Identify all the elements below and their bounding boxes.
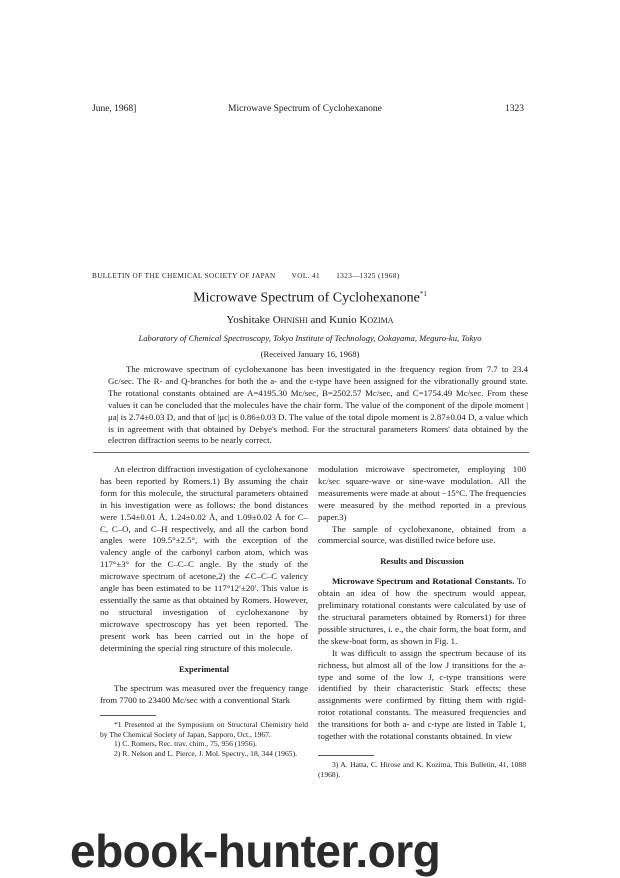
assignment-paragraph: It was difficult to assign the spectrum because of its richness, but almost all of the low J transitions for the a-type and some of the low J, c-type transitions were identified by their characteristic Stark effects; these assignments were confirmed by fitting them with rigid-rotor rotational constants. The measured frequencies and the transitions for both a- and c-type are listed in Table 1, together with the rotational constants obtained. In view — [318, 647, 526, 742]
subsection-heading: Microwave Spectrum and Rotational Constants. — [332, 576, 515, 587]
left-column — [100, 464, 308, 759]
journal-name: BULLETIN OF THE CHEMICAL SOCIETY OF JAPAN — [92, 272, 276, 280]
footnote: *1 Presented at the Symposium on Structural Chemistry held by The Chemical Society of Japan, Sapporo, Oct., 1967. — [100, 720, 308, 739]
journal-header — [92, 272, 532, 280]
sample-paragraph: The sample of cyclohexanone, obtained from a commercial source, was distilled twice before use. — [318, 523, 526, 546]
article-title — [0, 290, 620, 307]
experimental-paragraph: The spectrum was measured over the frequency range from 7700 to 23400 Mc/sec with a conventional Stark — [100, 683, 308, 706]
affiliation: Laboratory of Chemical Spectroscopy, Tokyo Institute of Technology, Ookayama, Meguro-ku, Tokyo — [138, 333, 482, 343]
page-number: 1323 — [505, 104, 524, 114]
footnote: 3) A. Hatta, C. Hirose and K. Kozima, This Bulletin, 41, 1088 (1968). — [318, 759, 526, 779]
authors — [0, 314, 620, 326]
subsection-paragraph — [318, 576, 526, 647]
author2-given: Kunio — [329, 314, 360, 326]
title-footnote-mark: *1 — [419, 290, 427, 298]
footnote-divider — [100, 715, 156, 716]
watermark-text: ebook-hunter.org — [70, 825, 441, 877]
author1-given: Yoshitake — [226, 314, 273, 326]
journal-pages: 1323—1325 (1968) — [336, 272, 400, 280]
footnote: 1) C. Romers, Rec. trav. chim., 75, 956 (1956). — [114, 739, 257, 749]
subsection-text: To obtain an idea of how the spectrum would appear, preliminary rotational constants were calculated by use of the structural parameters obtained by Romers1) for three possible structures, i. e., the chair form, the boat form, and the skew-boat form, as shown in Fig. 1. — [318, 576, 526, 646]
continuation-paragraph: modulation microwave spectrometer, employing 100 kc/sec square-wave or sine-wave modulation. All the measurements were made at about −15°C. The frequencies were measured by the method reported in a previous paper.3) — [318, 464, 526, 522]
intro-paragraph: An electron diffraction investigation of cyclohexanone has been reported by Romers.1) By assuming the chair form for this molecule, the structural parameters obtained in his investigation were as follows: the bond distances were 1.54±0.01 Å, 1.24±0.02 Å, and 1.09±0.02 Å for C–C, C–O, and C–H respectively, and all the carbon bond angles were 109.5°±2.5°, with the exception of the valency angle of the carbonyl carbon atom, which was 117°±3° for the C–C–C angle. By the study of the microwave spectrum of acetone,2) the ∠C–C–C valency angle has been estimated to be 117°12′±20′. This value is essentially the same as that obtained by Romers. However, no structural investigation of cyclohexanone by microwave spectroscopy has yet been reported. The present work has been carried out in the hope of determining the special ring structure of this molecule. — [100, 464, 308, 653]
right-column — [318, 464, 526, 779]
article-title-text: Microwave Spectrum of Cyclohexanone — [193, 290, 420, 306]
author1-family: Ohnishi — [272, 314, 308, 326]
author-and: and — [307, 314, 330, 326]
footnote: 2) R. Nelson and L. Pierce, J. Mol. Spectry., 18, 344 (1965). — [114, 749, 297, 758]
experimental-heading: Experimental — [178, 663, 230, 674]
abstract: The microwave spectrum of cyclohexanone has been investigated in the frequency region from 7.7 to 23.4 Gc/sec. The R- and Q-branches for both the a- and the c-type have been assigned for the vibrationally ground state. The rotational constants obtained are A=4195.30 Mc/sec, B=2502.57 Mc/sec, and C=1754.49 Mc/sec. From these values it can be concluded that the molecules have the chair form. The value of the component of the dipole moment |μa| is 2.74±0.03 D, and that of |μc| is 0.86±0.03 D. The value of the total dipole moment is 2.87±0.04 D, a value which is in agreement with that obtained by Debye's method. For the structural parameters Romers' data obtained by the electron diffraction seems to be nearly correct. — [108, 364, 528, 446]
results-heading: Results and Discussion — [380, 556, 464, 567]
running-header-title: Microwave Spectrum of Cyclohexanone — [228, 104, 382, 114]
abstract-divider — [93, 452, 529, 453]
journal-volume: VOL. 41 — [291, 272, 321, 280]
running-header-date: June, 1968] — [92, 104, 137, 114]
footnote-divider — [318, 755, 374, 756]
author2-family: Kozima — [359, 314, 394, 326]
received-date: (Received January 16, 1968) — [260, 349, 360, 359]
